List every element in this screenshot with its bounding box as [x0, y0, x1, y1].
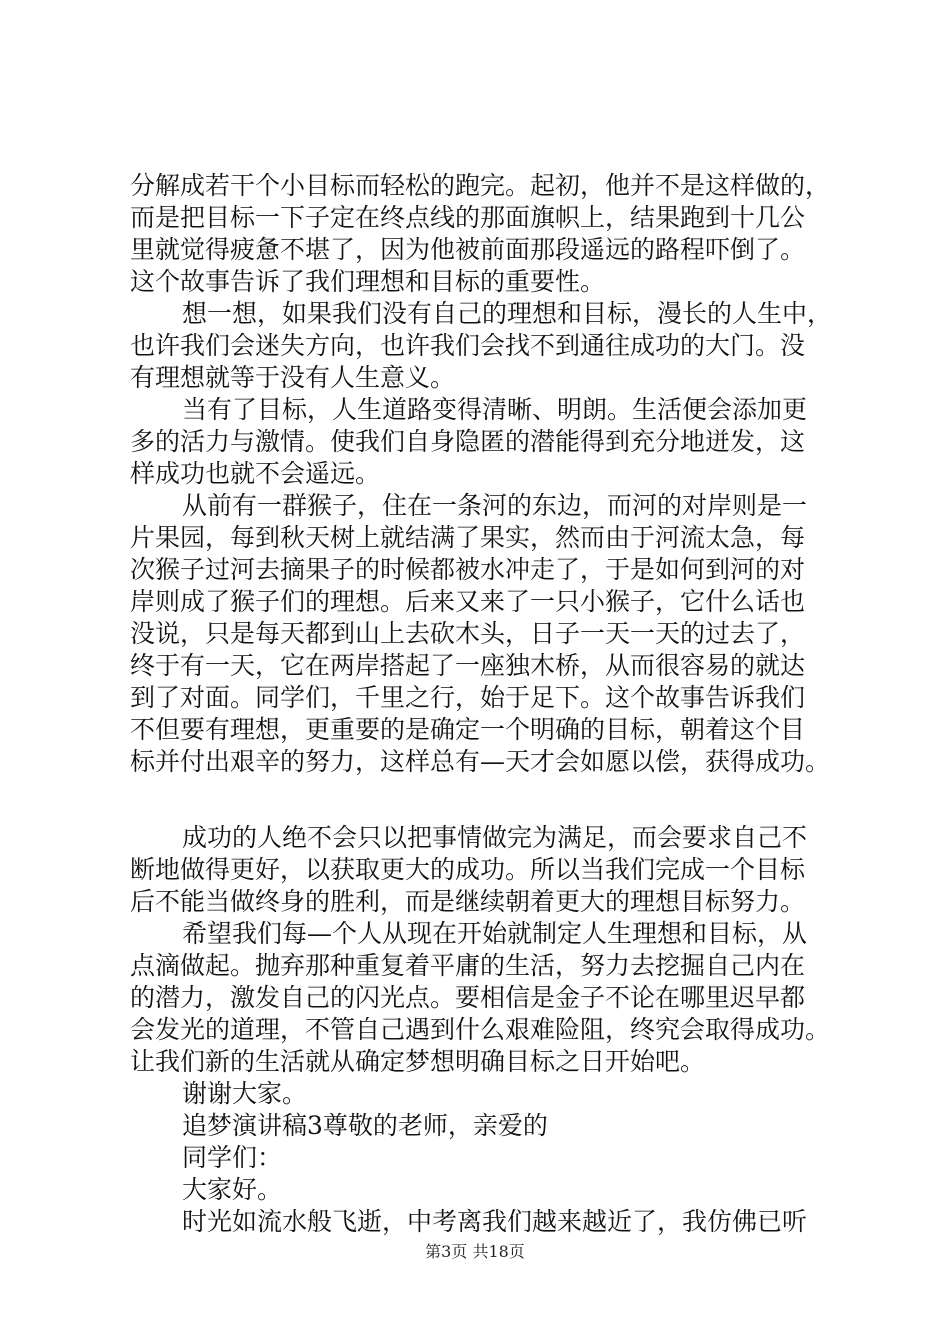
text-line: 的潜力，激发自己的闪光点。要相信是金子不论在哪里迟早都	[130, 983, 806, 1012]
text-line: 终于有一天，它在两岸搭起了一座独木桥，从而很容易的就达	[130, 651, 806, 680]
text-line: 不但要有理想，更重要的是确定一个明确的目标，朝着这个目	[130, 715, 806, 744]
text-line: 谢谢大家。	[182, 1079, 308, 1108]
text-line: 到了对面。同学们，千里之行，始于足下。这个故事告诉我们	[130, 683, 806, 712]
text-line: 同学们：	[182, 1143, 283, 1172]
text-line: 大家好。	[182, 1175, 283, 1204]
text-line: 想一想，如果我们没有自己的理想和目标，漫长的人生中，	[182, 299, 833, 328]
text-line: 追梦演讲稿3尊敬的老师，亲爱的	[182, 1111, 548, 1140]
text-line: 后不能当做终身的胜利，而是继续朝着更大的理想目标努力。	[130, 887, 806, 916]
paragraph-gap	[130, 778, 832, 822]
text-line: 点滴做起。抛弃那种重复着平庸的生活，努力去挖掘自己内在	[130, 951, 806, 980]
text-line: 样成功也就不会遥远。	[130, 459, 381, 488]
text-line: 希望我们每—个人从现在开始就制定人生理想和目标，从	[182, 919, 808, 948]
text-line: 次猴子过河去摘果子的时候都被水冲走了，于是如何到河的对	[130, 555, 806, 584]
text-line: 让我们新的生活就从确定梦想明确目标之日开始吧。	[130, 1047, 706, 1076]
paragraph-block-2	[130, 822, 832, 1238]
text-line: 岸则成了猴子们的理想。后来又来了一只小猴子，它什么话也	[130, 587, 806, 616]
text-line: 当有了目标，人生道路变得清晰、明朗。生活便会添加更	[182, 395, 808, 424]
text-line: 断地做得更好，以获取更大的成功。所以当我们完成一个目标	[130, 855, 806, 884]
text-line: 里就觉得疲惫不堪了，因为他被前面那段遥远的路程吓倒了。	[130, 235, 806, 264]
text-line: 标并付出艰辛的努力，这样总有—天才会如愿以偿，获得成功。	[130, 747, 831, 776]
text-line: 时光如流水般飞逝，中考离我们越来越近了，我仿佛已听	[182, 1207, 808, 1236]
text-line: 有理想就等于没有人生意义。	[130, 363, 456, 392]
text-line: 没说，只是每天都到山上去砍木头，日子一天一天的过去了，	[130, 619, 806, 648]
text-line: 会发光的道理，不管自己遇到什么艰难险阻，终究会取得成功。	[130, 1015, 831, 1044]
page-footer: 第3页 共18页	[425, 1242, 525, 1261]
paragraph-block-1	[130, 170, 832, 778]
text-line: 成功的人绝不会只以把事情做完为满足，而会要求自己不	[182, 823, 808, 852]
text-line: 从前有一群猴子，住在一条河的东边，而河的对岸则是一	[182, 491, 808, 520]
text-line: 而是把目标一下子定在终点线的那面旗帜上，结果跑到十几公	[130, 203, 806, 232]
text-line: 片果园，每到秋天树上就结满了果实，然而由于河流太急，每	[130, 523, 806, 552]
text-line: 多的活力与激情。使我们自身隐匿的潜能得到充分地迸发，这	[130, 427, 806, 456]
text-line: 分解成若干个小目标而轻松的跑完。起初，他并不是这样做的，	[130, 171, 831, 200]
text-line: 也许我们会迷失方向，也许我们会找不到通往成功的大门。没	[130, 331, 806, 360]
document-body	[130, 170, 832, 1238]
text-line: 这个故事告诉了我们理想和目标的重要性。	[130, 267, 606, 296]
